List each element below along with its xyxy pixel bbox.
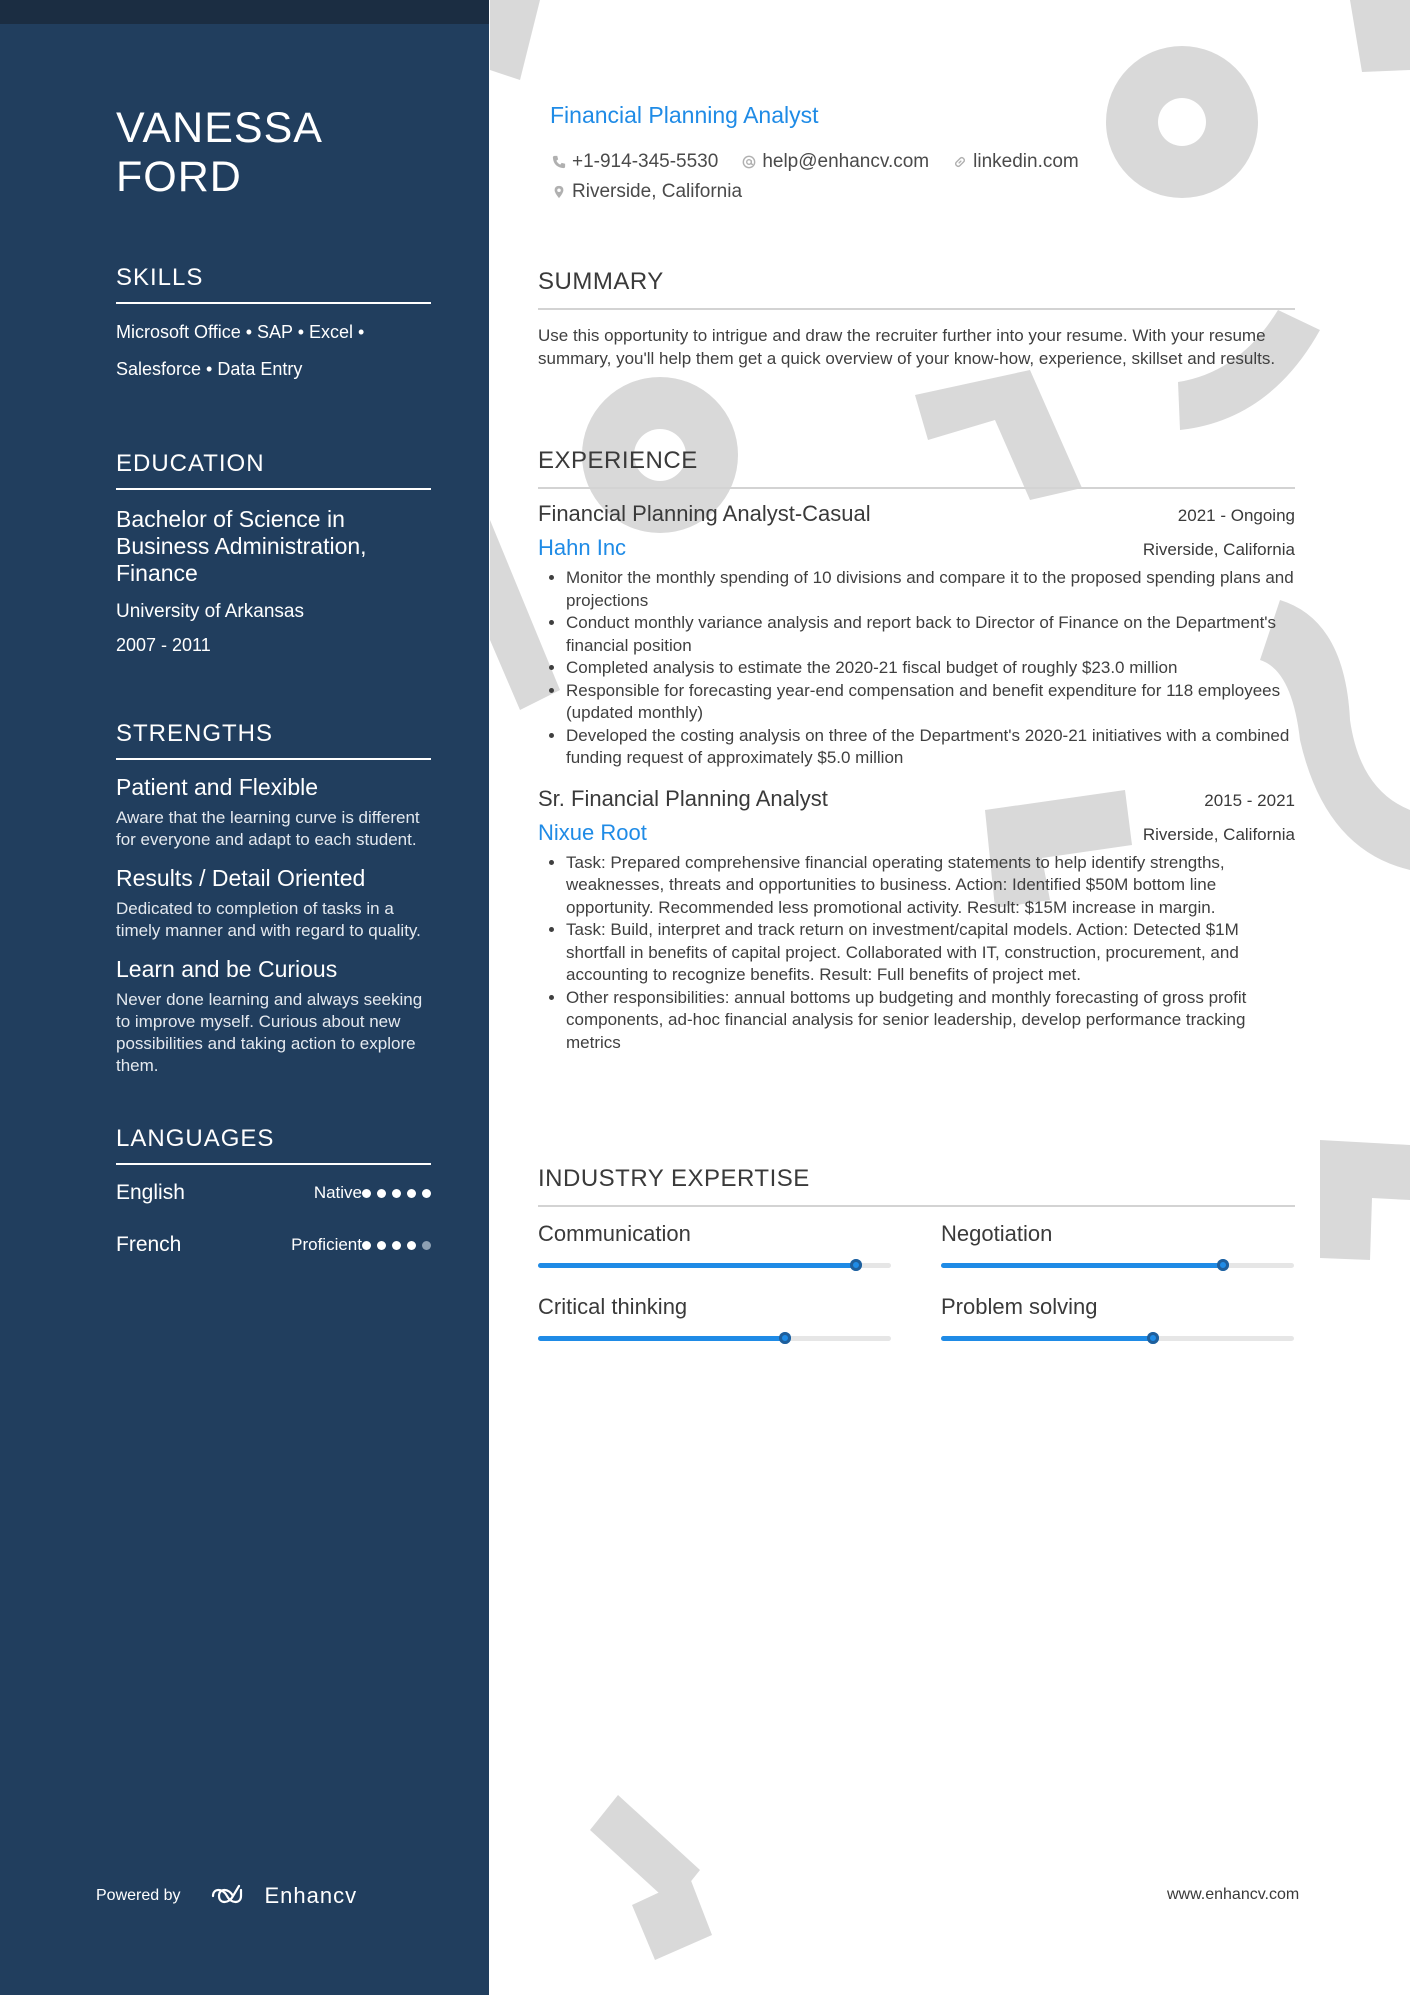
name-line-2: FORD: [116, 153, 242, 201]
company-name[interactable]: Hahn Inc: [538, 535, 627, 560]
phone-text: +1-914-345-5530: [572, 151, 719, 172]
skills-row-2: Salesforce • Data Entry: [116, 359, 303, 379]
expertise-bar-fill: [941, 1336, 1153, 1341]
email-text: help@enhancv.com: [762, 151, 930, 172]
expertise-item: [538, 1221, 891, 1268]
contact-line-1: [552, 151, 1097, 173]
enhancv-logo[interactable]: [209, 1883, 358, 1909]
education-heading: EDUCATION: [116, 450, 431, 490]
education-dates: 2007 - 2011: [116, 635, 211, 655]
at-icon: [742, 155, 756, 169]
job-dates: 2015 - 2021: [1204, 790, 1295, 810]
rating-dot: [362, 1241, 371, 1250]
sidebar-content: [116, 104, 431, 1259]
summary-section: [538, 268, 1295, 370]
expertise-bar: [538, 1336, 891, 1341]
job-title: Sr. Financial Planning Analyst: [538, 785, 828, 811]
job-bullet: • Responsible for forecasting year-end compensation and benefit expenditure for 118 employees (updated monthly): [566, 680, 1295, 725]
language-name: French: [116, 1233, 182, 1256]
contact-phone[interactable]: [552, 151, 718, 173]
strength-item: [116, 956, 431, 1077]
job-bullets: [538, 567, 1295, 770]
strength-title: Learn and be Curious: [116, 956, 338, 982]
contact-location: [552, 181, 742, 203]
job-bullet: • Task: Prepared comprehensive financial operating statements to help identify strengths, weaknesses, threats and opportunities to business. Action: Identified $50M bottom line opportunity. Recommended less promotional activity. Result: $15M increase in margin.: [566, 852, 1295, 920]
enhancv-logo-icon: [209, 1884, 255, 1908]
expertise-heading: INDUSTRY EXPERTISE: [538, 1165, 1295, 1207]
language-rating: [362, 1241, 431, 1250]
contact-line-2: [552, 181, 760, 203]
candidate-name: [116, 104, 431, 202]
contact-linkedin[interactable]: [953, 151, 1079, 173]
contact-email[interactable]: [742, 151, 929, 173]
strength-title: Patient and Flexible: [116, 774, 319, 800]
summary-text: Use this opportunity to intrigue and draw the recruiter further into your resume. With your resume summary, you'll help them get a quick overview of your know-how, experience, skillset and results.: [538, 326, 1276, 368]
languages-heading: LANGUAGES: [116, 1125, 431, 1165]
strength-title: Results / Detail Oriented: [116, 865, 366, 891]
summary-heading: SUMMARY: [538, 268, 1295, 310]
expertise-item: [941, 1294, 1294, 1341]
footer-url[interactable]: www.enhancv.com: [1167, 1886, 1300, 1903]
strengths-section: [116, 720, 431, 1077]
language-level: Proficient: [291, 1235, 362, 1254]
rating-dot: [407, 1241, 416, 1250]
job-company-row: [538, 535, 1295, 561]
linkedin-text: linkedin.com: [973, 151, 1079, 172]
experience-entry: [538, 501, 1295, 770]
job-header-row: [538, 786, 1295, 812]
expertise-grid: [538, 1221, 1295, 1341]
job-bullet: • Developed the costing analysis on three of the Department's 2020-21 initiatives with a combined funding request of approximately $5.0 million: [566, 725, 1295, 770]
expertise-label: Negotiation: [941, 1221, 1053, 1246]
skills-heading: SKILLS: [116, 264, 431, 304]
powered-by: [96, 1883, 357, 1909]
expertise-section: [538, 1165, 1295, 1341]
job-location: Riverside, California: [1142, 824, 1295, 844]
language-level: Native: [313, 1183, 362, 1202]
language-name: English: [116, 1181, 185, 1204]
job-bullet: • Other responsibilities: annual bottoms up budgeting and monthly forecasting of gross profit components, ad-hoc financial analysis for senior leadership, develop performance tracking metrics: [566, 987, 1295, 1055]
rating-dot: [422, 1189, 431, 1198]
strength-description: Never done learning and always seeking to improve myself. Curious about new possibilities and taking action to explore them.: [116, 990, 423, 1075]
education-school: University of Arkansas: [116, 601, 304, 622]
education-section: [116, 450, 431, 656]
job-bullet: • Monitor the monthly spending of 10 divisions and compare it to the proposed spending plans and projections: [566, 567, 1295, 612]
experience-section: [538, 447, 1295, 1054]
skills-row-1: Microsoft Office • SAP • Excel •: [116, 322, 365, 342]
rating-dot: [422, 1241, 431, 1250]
job-location: Riverside, California: [1142, 540, 1295, 559]
job-title-header: Financial Planning Analyst: [550, 102, 819, 128]
sidebar: [0, 0, 489, 1995]
strength-item: [116, 774, 431, 851]
language-row: [116, 1231, 431, 1259]
expertise-label: Critical thinking: [538, 1294, 688, 1319]
job-title: Financial Planning Analyst-Casual: [538, 501, 871, 526]
experience-heading: EXPERIENCE: [538, 447, 1295, 489]
job-bullet: • Completed analysis to estimate the 2020-21 fiscal budget of roughly $23.0 million: [566, 657, 1295, 680]
strength-item: [116, 865, 431, 942]
rating-dot: [362, 1189, 371, 1198]
company-name[interactable]: Nixue Root: [538, 819, 647, 845]
name-line-1: VANESSA: [116, 104, 323, 152]
expertise-label: Problem solving: [941, 1294, 1098, 1319]
phone-icon: [552, 155, 566, 169]
rating-dot: [377, 1241, 386, 1250]
job-company-row: [538, 820, 1295, 846]
job-dates: 2021 - Ongoing: [1177, 506, 1295, 525]
language-row: [116, 1179, 431, 1207]
expertise-bar-knob: [1147, 1332, 1159, 1344]
expertise-bar-knob: [850, 1259, 862, 1271]
education-degree: Bachelor of Science in Business Administration, Finance: [116, 506, 367, 586]
location-pin-icon: [552, 185, 566, 199]
rating-dot: [377, 1189, 386, 1198]
expertise-bar-knob: [1217, 1259, 1229, 1271]
strengths-heading: STRENGTHS: [116, 720, 431, 760]
expertise-bar: [941, 1336, 1294, 1341]
link-icon: [953, 155, 967, 169]
expertise-bar: [941, 1263, 1294, 1268]
experience-entry: [538, 786, 1295, 1055]
sidebar-top-strip: [0, 0, 489, 24]
expertise-label: Communication: [538, 1221, 691, 1246]
job-bullet: • Conduct monthly variance analysis and report back to Director of Finance on the Department's financial position: [566, 612, 1295, 657]
expertise-item: [538, 1294, 891, 1341]
expertise-bar-knob: [779, 1332, 791, 1344]
languages-section: [116, 1125, 431, 1259]
rating-dot: [392, 1241, 401, 1250]
expertise-item: [941, 1221, 1294, 1268]
job-bullets: [538, 852, 1295, 1055]
strength-description: Aware that the learning curve is different for everyone and adapt to each student.: [116, 808, 420, 849]
enhancv-logo-text: Enhancv: [264, 1883, 358, 1908]
rating-dot: [407, 1189, 416, 1198]
job-bullet: • Task: Build, interpret and track return on investment/capital models. Action: Detected $1M shortfall in benefits of capital project. Collaborated with IT, construction, procurement, and accounting to recognize benefits. Result: Full benefits of project met.: [566, 919, 1295, 987]
expertise-bar-fill: [941, 1263, 1223, 1268]
powered-by-label: Powered by: [96, 1887, 181, 1904]
expertise-bar: [538, 1263, 891, 1268]
location-text: Riverside, California: [572, 181, 743, 202]
rating-dot: [392, 1189, 401, 1198]
expertise-bar-fill: [538, 1263, 856, 1268]
job-header-row: [538, 501, 1295, 527]
expertise-bar-fill: [538, 1336, 785, 1341]
strength-description: Dedicated to completion of tasks in a timely manner and with regard to quality.: [116, 899, 421, 940]
language-rating: [362, 1189, 431, 1198]
skills-section: [116, 264, 431, 380]
